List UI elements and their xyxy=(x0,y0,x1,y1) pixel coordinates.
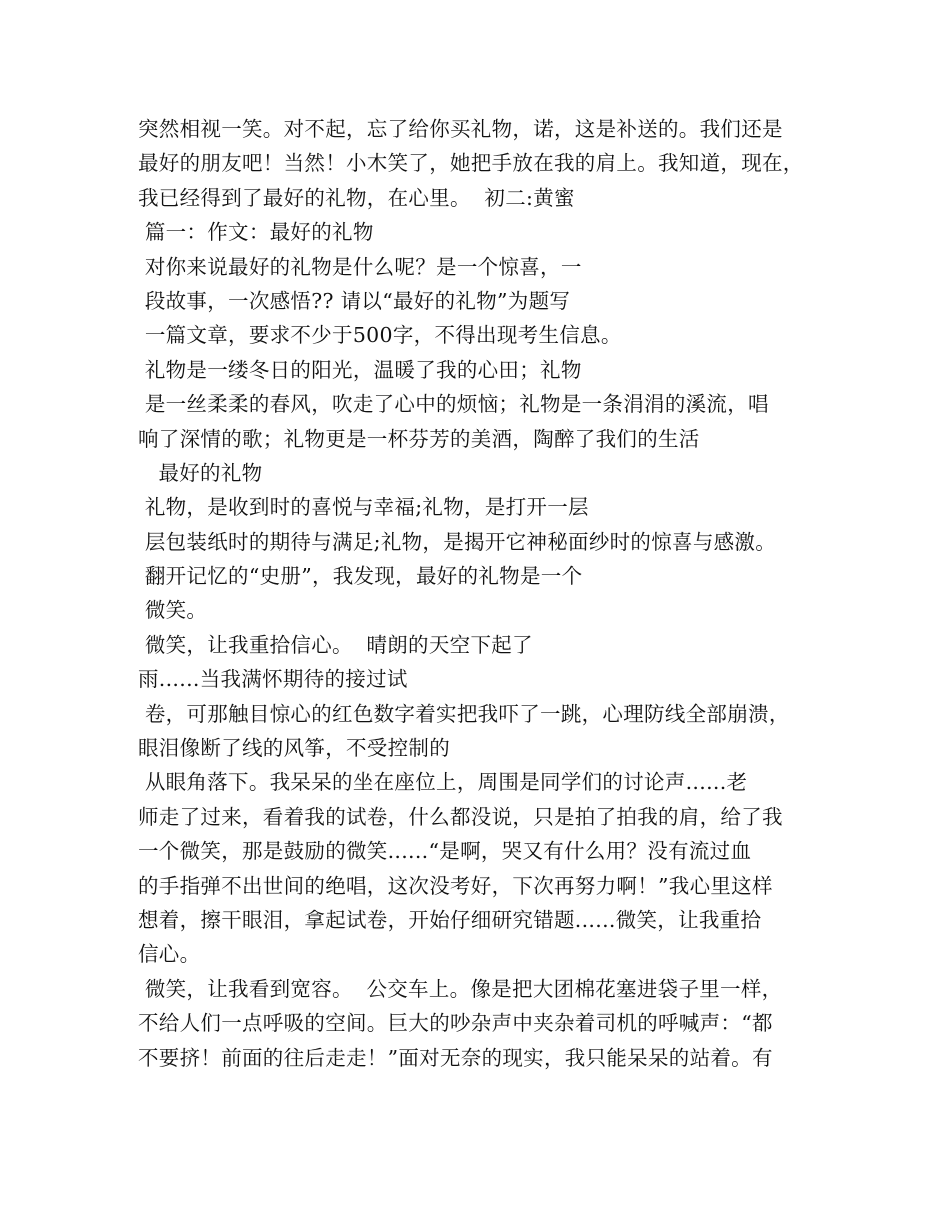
text-line: 响了深情的歌；礼物更是一杯芬芳的美酒，陶醉了我们的生活 xyxy=(138,426,700,451)
text-line: 不要挤！前面的往后走走！”面对无奈的现实，我只能呆呆的站着。有 xyxy=(138,1045,773,1070)
text-line: 一篇文章，要求不少于500字，不得出现考生信息。 xyxy=(138,323,622,348)
section-heading: 篇一：作文：最好的礼物 xyxy=(138,220,374,245)
text-line: 突然相视一笑。对不起，忘了给你买礼物，诺，这是补送的。我们还是 xyxy=(138,117,783,141)
text-line: 信心。 xyxy=(138,942,201,967)
essay-text xyxy=(138,112,838,1075)
text-line: 想着，擦干眼泪，拿起试卷，开始仔细研究错题......微笑，让我重拾 xyxy=(138,907,762,932)
text-line: 最好的朋友吧！当然！小木笑了，她把手放在我的肩上。我知道，现在， xyxy=(138,151,804,176)
text-line: 礼物是一缕冬日的阳光，温暖了我的心田；礼物 xyxy=(138,357,582,382)
text-line: 层包装纸时的期待与满足;礼物，是揭开它神秘面纱时的惊喜与感激。 xyxy=(138,529,777,554)
text-line: 我已经得到了最好的礼物，在心里。 初二:黄蜜 xyxy=(138,185,575,210)
text-line: 段故事，一次感悟?? 请以“最好的礼物”为题写 xyxy=(138,288,571,313)
text-line: 眼泪像断了线的风筝，不受控制的 xyxy=(138,736,450,761)
text-line: 不给人们一点呼吸的空间。巨大的吵杂声中夹杂着司机的呼喊声：“都 xyxy=(138,1011,773,1036)
text-line: 翻开记忆的“史册”，我发现，最好的礼物是一个 xyxy=(138,564,583,589)
text-line: 微笑，让我看到宽容。 公交车上。像是把大团棉花塞进袋子里一样， xyxy=(138,976,783,1001)
essay-title: 最好的礼物 xyxy=(138,460,263,485)
text-line: 雨......当我满怀期待的接过试 xyxy=(138,667,408,692)
text-line: 从眼角落下。我呆呆的坐在座位上，周围是同学们的讨论声......老 xyxy=(138,770,748,795)
text-line: 的手指弹不出世间的绝唱，这次没考好，下次再努力啊！”我心里这样 xyxy=(138,873,773,898)
text-line: 微笑。 xyxy=(138,598,208,623)
text-line: 师走了过来，看着我的试卷，什么都没说，只是拍了拍我的肩，给了我 xyxy=(138,804,783,829)
text-line: 微笑，让我重拾信心。 晴朗的天空下起了 xyxy=(138,632,533,657)
text-line: 对你来说最好的礼物是什么呢？是一个惊喜，一 xyxy=(138,254,582,279)
text-line: 卷，可那触目惊心的红色数字着实把我吓了一跳，心理防线全部崩溃， xyxy=(138,701,790,726)
text-line: 一个微笑，那是鼓励的微笑......“是啊，哭又有什么用？没有流过血 xyxy=(138,839,752,864)
text-line: 是一丝柔柔的春风，吹走了心中的烦恼；礼物是一条涓涓的溪流，唱 xyxy=(138,392,769,417)
text-line: 礼物，是收到时的喜悦与幸福;礼物，是打开一层 xyxy=(138,495,589,520)
